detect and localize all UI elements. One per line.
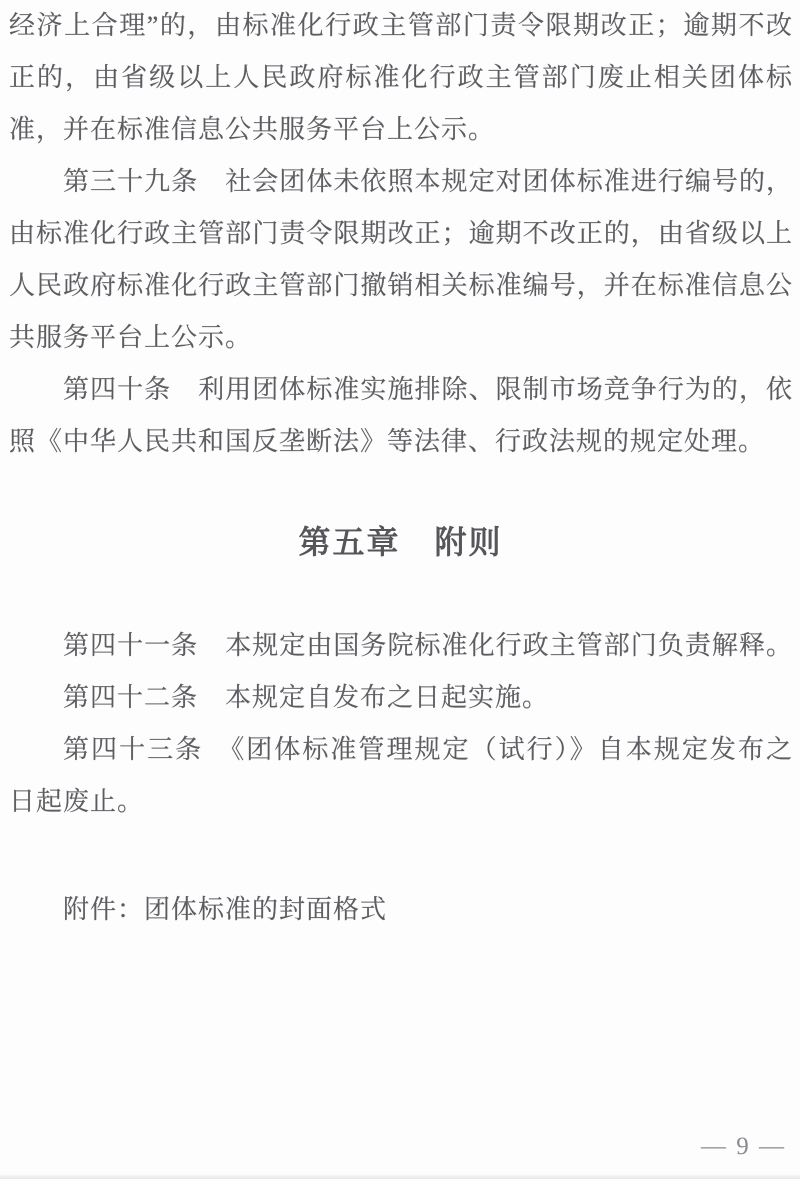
attachment-note: 附件：团体标准的封面格式 <box>63 895 388 924</box>
body-line: 照《中华人民共和国反垄断法》等法律、行政法规的规定处理。 <box>9 427 766 456</box>
body-line: 第三十九条 社会团体未依照本规定对团体标准进行编号的， <box>63 167 792 196</box>
page-number: — 9 — <box>701 1133 786 1160</box>
paragraph-article-41 <box>9 620 792 672</box>
body-line: 第四十条 利用团体标准实施排除、限制市场竞争行为的，依 <box>63 375 792 404</box>
body-line: 准，并在标准信息公共服务平台上公示。 <box>9 115 496 144</box>
body-line: 第四十一条 本规定由国务院标准化行政主管部门负责解释。 <box>63 631 792 660</box>
body-line: 第四十三条 《团体标准管理规定（试行）》自本规定发布之 <box>63 735 792 764</box>
paragraph-continued <box>9 0 792 156</box>
paragraph-article-39 <box>9 156 792 364</box>
paragraph-article-43 <box>9 724 792 828</box>
scan-edge <box>0 1174 800 1179</box>
paragraph-article-42 <box>9 672 792 724</box>
body-line: 日起废止。 <box>9 787 145 816</box>
body-line: 由标准化行政主管部门责令限期改正；逾期不改正的，由省级以上 <box>9 219 792 248</box>
body-line: 第四十二条 本规定自发布之日起实施。 <box>63 683 550 712</box>
body-line: 共服务平台上公示。 <box>9 323 253 352</box>
paragraph-article-40 <box>9 364 792 468</box>
body-line: 人民政府标准化行政主管部门撤销相关标准编号，并在标准信息公 <box>9 271 792 300</box>
body-line: 正的，由省级以上人民政府标准化行政主管部门废止相关团体标 <box>9 63 792 92</box>
body-line: 经济上合理”的，由标准化行政主管部门责令限期改正；逾期不改 <box>9 11 792 40</box>
chapter-heading: 第五章 附则 <box>298 524 503 560</box>
